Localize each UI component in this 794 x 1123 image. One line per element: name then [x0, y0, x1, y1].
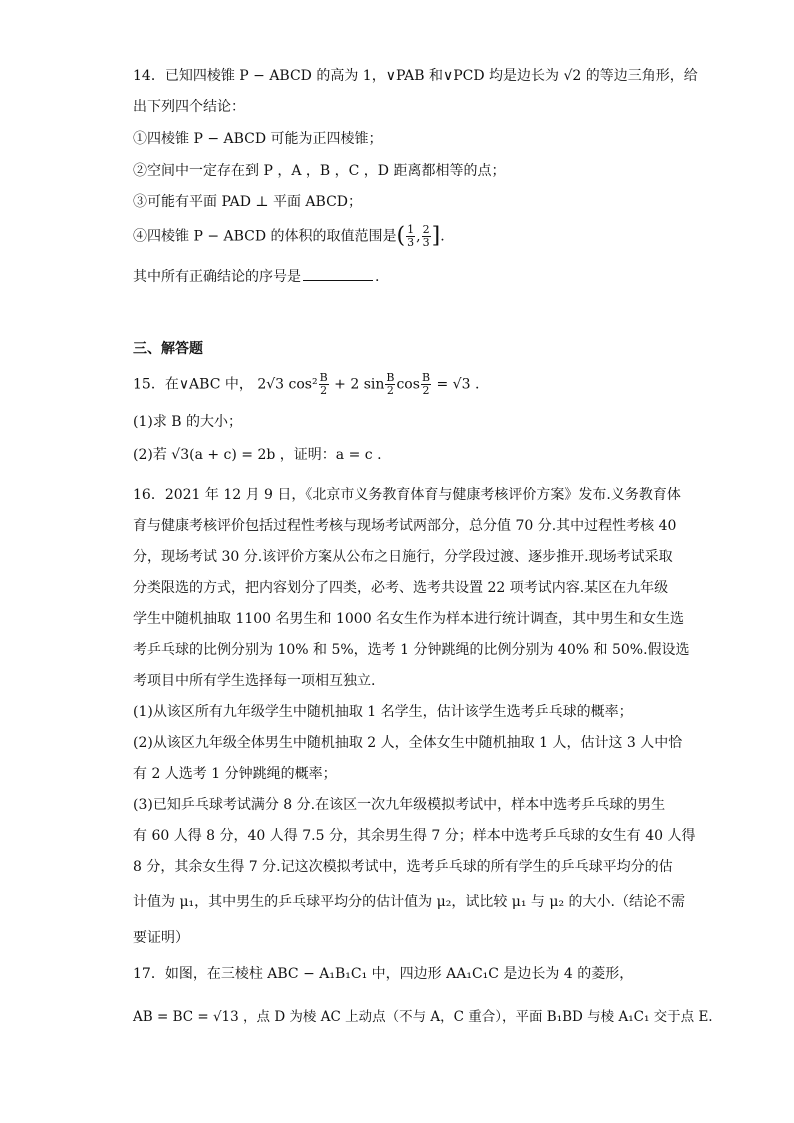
denominator: 2	[320, 384, 328, 397]
denominator: 2	[386, 384, 394, 397]
q16-line: 要证明）	[133, 930, 189, 946]
section-heading: 三、解答题	[133, 341, 203, 357]
fraction	[406, 224, 415, 249]
q17-line: AB = BC = √13 ，点 D 为棱 AC 上动点（不与 A，C 重合），平面 B₁BD 与棱 A₁C₁ 交于点 E.	[133, 1009, 713, 1025]
q15-stem	[133, 372, 479, 397]
q14-conclusion-2: ②空间中一定存在到 P ，A ，B ，C ，D 距离都相等的点；	[133, 163, 506, 179]
q14-ask-end: .	[375, 269, 380, 285]
q16-line: 分，现场考试 30 分.该评价方案从公布之日施行，分学段过渡、逐步推开.现场考试采取	[133, 549, 673, 565]
q14-stem-line1: 14．已知四棱锥 P − ABCD 的高为 1，∨PAB 和∨PCD 均是边长为 √2 的等边三角形，给	[133, 68, 698, 84]
q17-line: 17．如图，在三棱柱 ABC − A₁B₁C₁ 中，四边形 AA₁C₁C 是边长为 4 的菱形，	[133, 966, 634, 982]
q16-line: 有 60 人得 8 分，40 人得 7.5 分，其余男生得 7 分；样本中选考乒乓球的女生有 40 人得	[133, 828, 696, 844]
q15-pre: 15．在∨ABC 中，	[133, 376, 253, 393]
q15-part-2: (2)若 √3(a + c) = 2b ，证明：a = c .	[133, 447, 382, 463]
q16-line: 分类限选的方式，把内容划分了四类，必考、选考共设置 22 项考试内容.某区在九年级	[133, 580, 669, 596]
q14-ask-text: 其中所有正确结论的序号是	[133, 269, 301, 285]
q16-line: 考项目中所有学生选择每一项相互独立.	[133, 673, 376, 689]
q15-eq-part: + 2 sin	[334, 376, 385, 393]
fraction	[422, 224, 431, 249]
q14-conclusion-3: ③可能有平面 PAD ⊥ 平面 ABCD；	[133, 194, 363, 210]
q16-part-3: (3)已知乒乓球考试满分 8 分.在该区一次九年级模拟考试中，样本中选考乒乓球的男生	[133, 797, 666, 813]
q16-line: 考乒乓球的比例分别为 10% 和 5%，选考 1 分钟跳绳的比例分别为 40% 和 50%.假设选	[133, 642, 690, 658]
q16-line: 8 分，其余女生得 7 分.记这次模拟考试中，选考乒乓球的所有学生的乒乓球平均分的估	[133, 859, 673, 875]
denominator: 3	[407, 236, 415, 249]
q15-eq-part: 2√3 cos²	[257, 376, 318, 393]
q16-line: 学生中随机抽取 1100 名男生和 1000 名女生作为样本进行统计调查，其中男生和女生选	[133, 611, 685, 627]
numerator: 1	[407, 223, 415, 236]
numerator: B	[386, 371, 395, 384]
q14-ask	[133, 266, 379, 286]
denominator: 3	[422, 236, 430, 249]
q16-part-2: (2)从该区九年级全体男生中随机抽取 2 人，全体女生中随机抽取 1 人，估计这 3 人中恰	[133, 735, 683, 751]
q16-line: 16．2021 年 12 月 9 日，《北京市义务教育体育与健康考核评价方案》发布.义务教育体	[133, 487, 681, 503]
q14-conclusion-4: ④四棱锥 P − ABCD 的体积的取值范围是( $\frac{1}{3}$ , $\frac{2}{3}$ ].	[133, 223, 445, 249]
q15-part-1: (1)求 B 的大小；	[133, 414, 243, 430]
q16-line: 有 2 人选考 1 分钟跳绳的概率；	[133, 766, 337, 782]
q16-part-1: (1)从该区所有九年级学生中随机抽取 1 名学生，估计该学生选考乒乓球的概率；	[133, 704, 633, 720]
left-paren: (	[396, 223, 406, 249]
q16-line: 育与健康考核评价包括过程性考核与现场考试两部分，总分值 70 分.其中过程性考核 40	[133, 518, 677, 534]
numerator: 2	[422, 223, 430, 236]
numerator: B	[319, 371, 328, 384]
q15-eq-part: cos	[396, 376, 420, 393]
q14-c4-text: ④四棱锥 P − ABCD 的体积的取值范围是	[133, 228, 397, 245]
answer-blank	[303, 266, 373, 281]
denominator: 2	[422, 384, 430, 397]
q16-line: 计值为 μ₁，其中男生的乒乓球平均分的估计值为 μ₂，试比较 μ₁ 与 μ₂ 的大小.（结论不需	[133, 894, 685, 910]
numerator: B	[421, 371, 431, 384]
fraction	[385, 372, 395, 397]
q14-conclusion-1: ①四棱锥 P − ABCD 可能为正四棱锥；	[133, 131, 383, 147]
fraction	[421, 372, 431, 397]
right-bracket: ]	[431, 223, 441, 249]
q15-eq-part: = √3 .	[436, 376, 480, 393]
q14-stem-line2: 出下列四个结论：	[133, 99, 245, 115]
fraction	[319, 372, 329, 397]
